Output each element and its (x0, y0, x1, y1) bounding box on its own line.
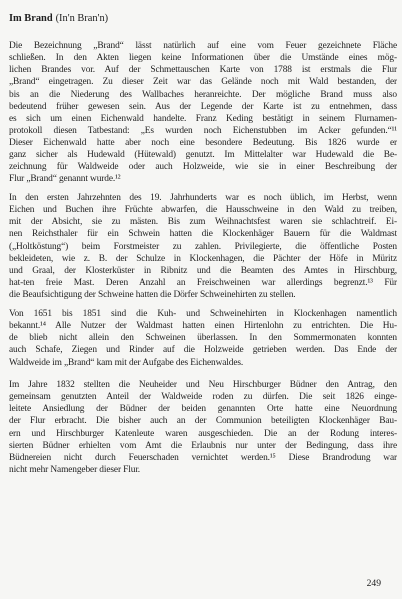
text-line: zeichnung für Waldweide oder auch Holzweide, wie sie in einer Beschreibung der (9, 162, 397, 173)
text-line: Die Bezeichnung „Brand“ lässt natürlich auf eine vom Feuer gezeichnete Fläche (9, 41, 397, 51)
text-line: sierten Büdner erhielten vom Amt die Erlaubnis nur unter der Bedingung, dass ihre (9, 440, 397, 451)
text-line: „Brand“ eingetragen. Zu dieser Zeit war das Gelände noch mit Wald bestanden, der (9, 77, 397, 88)
text-line: mit der Absicht, sie zu mästen. Bis zum Weihnachtsfest waren sie schlachtreif. Ei- (9, 217, 397, 228)
text-line: bedeutend früher gewesen sein. Aus der Legende der Karte ist zu entnehmen, dass (9, 101, 397, 112)
text-line: protokoll diesen Tatbestand: „Es wurden noch Eichenstubben im Acker gefunden.“¹¹ (9, 125, 397, 136)
page-number: 249 (366, 578, 381, 589)
text-line: schließen. In den Akten liegen keine Informationen über die Umstände eines mög- (9, 53, 397, 64)
text-line: Büdnereien nicht durch Feuerschaden vernichtet werden.¹⁵ Diese Brandrodung war (9, 452, 397, 463)
text-line: nen Reichsthaler für ein Schwein hatten die Klockenhäger Bauern für die Waldmast (9, 229, 397, 240)
text-line: Im Jahre 1832 stellten die Neuheider und Neu Hirschburger Büdner den Antrag, den (9, 380, 397, 390)
text-line: ganz sicher als Hudewald (Hütewald) genutzt. Im Mittelalter war Hudewald die Be- (9, 150, 397, 161)
text-line: leitete Ansiedlung der Büdner der beiden genannten Orte hatte eine Neuordnung (9, 404, 397, 415)
heading-title: Im Brand (9, 13, 53, 24)
paragraph-3 (9, 308, 397, 369)
text-line: hat-ten freie Mast. Deren Anzahl an Freischweinen war allerdings begrenzt.¹³ Für (9, 277, 397, 288)
text-line: de blieb nicht allein den Schweinen überlassen. In den Sommermonaten konnten (9, 333, 397, 344)
text-line: die Beaufsichtigung der Schweine hatten die Dörfer Schweinehirten zu stellen. (9, 290, 296, 300)
text-line: nicht mehr Namengeber dieser Flur. (9, 464, 141, 475)
text-line: und Graal, der Klosterküster in Ribnitz und die Beamten des Amtes in Hirschburg, (9, 265, 397, 276)
text-line: („Holtköstung“) beim Forstmeister zu zahlen. Privilegierte, die öffentliche Posten (9, 241, 397, 252)
section-heading (9, 13, 108, 25)
text-line: In den ersten Jahrzehnten des 19. Jahrhunderts war es noch üblich, im Herbst, wenn (9, 193, 397, 203)
text-line: gemeinsam genutzten Anteil der Waldweide roden zu dürfen. Die seit 1826 einge- (9, 392, 397, 403)
text-line: bekleideten, wie z. B. der Schulze in Klockenhagen, die Pächter der Höfe in Müritz (9, 253, 397, 264)
text-line: bis an die Niederung des Wallbaches heranreichte. Der mögliche Brand muss also (9, 89, 397, 100)
paragraph-1 (9, 40, 397, 186)
text-line: Waldweide im „Brand“ kam mit der Aufgabe des Eichenwaldes. (9, 357, 244, 368)
text-line: bekannt.¹⁴ Alle Nutzer der Waldmast hatten einen Hirtenlohn zu entrichten. Die Hu- (9, 321, 397, 332)
heading-subtitle: (In'n Bran'n) (55, 13, 109, 24)
text-line: Flur „Brand“ genannt wurde.¹² (9, 174, 121, 185)
text-line: Von 1651 bis 1851 sind die Kuh- und Schweinehirten in Klockenhagen namentlich (9, 309, 397, 319)
text-line: lichen Brandes vor. Auf der Schmettauschen Karte von 1788 ist erstmals die Flur (9, 65, 397, 76)
paragraph-4 (9, 379, 397, 476)
text-line: der Flur erbracht. Die bisher auch an der Communion beteiligten Klockenhäger Bau- (9, 416, 397, 427)
text-line: es sich um einen Eichenwald handelte. Franz Keding bestätigt in seinem Flurnamen- (9, 113, 397, 124)
text-line: auch Schafe, Ziegen und Rinder auf die Holzweide getrieben werden. Das Ende der (9, 345, 397, 356)
text-line: Dieser Eichenwald hatte aber noch eine besondere Bedeutung. Bis 1826 wurde er (9, 138, 397, 148)
paragraph-2 (9, 192, 397, 301)
text-line: Eichen und Buchen ihre Früchte abwarfen, die Hausschweine in den Wald zu treiben, (9, 205, 397, 216)
text-line: ern und Hirschburger Katenleute waren ausgeschieden. Die an der Rodung interes- (9, 428, 397, 439)
